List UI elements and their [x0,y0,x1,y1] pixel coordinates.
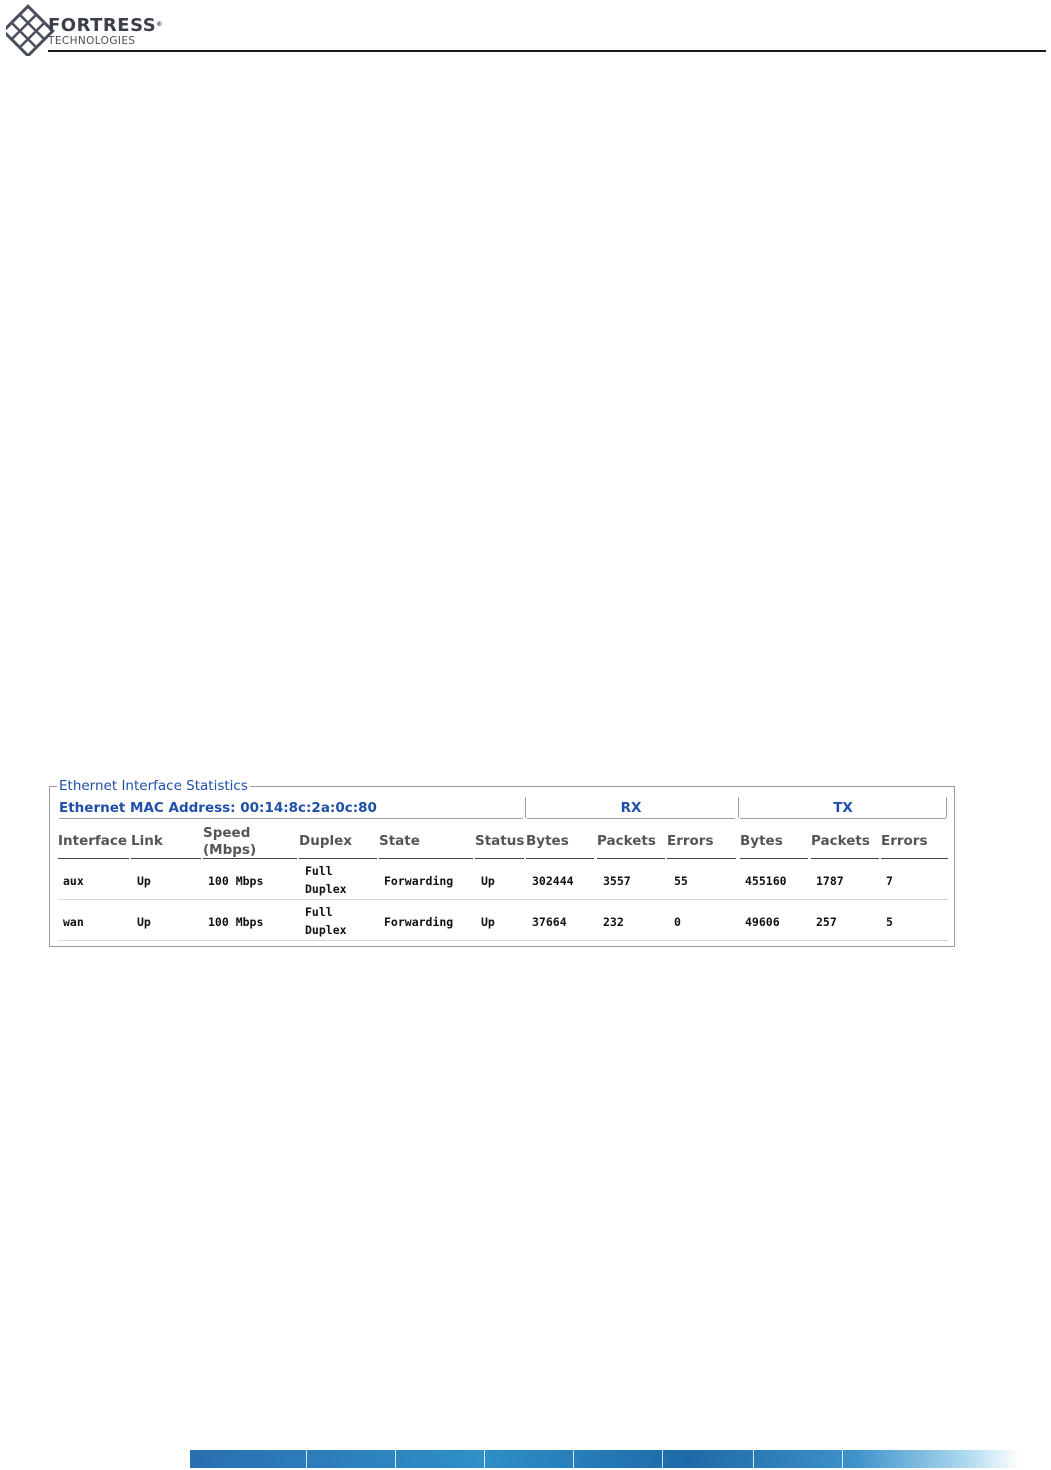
rx-underline [527,818,735,819]
cell-rx-bytes: 302444 [532,874,574,888]
tx-group-label: TX [833,800,853,816]
rx-group-label: RX [620,800,642,816]
col-header-status: Status [475,833,525,849]
footer-bar-tick [753,1450,754,1468]
footer-decorative-bar [190,1450,1020,1468]
col-header-rule [597,858,665,859]
group-separator [525,797,526,818]
col-header-rule [131,858,201,859]
cell-speed: 100 Mbps [208,874,264,888]
col-header-rx-bytes: Bytes [526,833,569,849]
mac-address-title: Ethernet MAC Address: 00:14:8c:2a:0c:80 [59,800,377,816]
col-header-rule [379,858,473,859]
footer-bar-tick [484,1450,485,1468]
cell-tx-packets: 1787 [816,874,844,888]
cell-rx-packets: 3557 [603,874,631,888]
row-divider [58,899,948,900]
cell-tx-errors: 5 [886,915,893,929]
cell-status: Up [481,915,495,929]
col-header-tx-packets: Packets [811,833,870,849]
col-header-tx-errors: Errors [881,833,928,849]
cell-state: Forwarding [384,915,454,929]
cell-rx-bytes: 37664 [532,915,567,929]
footer-bar-tick [662,1450,663,1468]
cell-tx-bytes: 455160 [745,874,787,888]
cell-rx-errors: 0 [674,915,681,929]
mac-underline [59,818,523,819]
group-separator [738,797,739,818]
cell-tx-packets: 257 [816,915,837,929]
cell-rx-errors: 55 [674,874,688,888]
tx-underline [740,818,946,819]
cell-interface: aux [63,874,84,888]
cell-rx-packets: 232 [603,915,624,929]
col-header-rule [203,858,297,859]
col-header-rule [299,858,377,859]
footer-bar-tick [306,1450,307,1468]
cell-state: Forwarding [384,874,454,888]
cell-link: Up [137,915,151,929]
col-header-rule [740,858,808,859]
col-header-rule [811,858,879,859]
cell-duplex: Full Duplex [305,905,347,937]
col-header-rx-errors: Errors [667,833,714,849]
cell-link: Up [137,874,151,888]
col-header-rule [667,858,736,859]
footer-bar-tick [842,1450,843,1468]
footer-bar-tick [573,1450,574,1468]
col-header-rule [475,858,524,859]
brand-subtitle: TECHNOLOGIES [48,35,136,47]
brand-name: FORTRESS® [48,15,163,36]
col-header-link: Link [131,833,163,849]
col-header-duplex: Duplex [299,833,352,849]
header-divider [48,50,1046,52]
panel-legend: Ethernet Interface Statistics [59,778,248,794]
col-header-interface: Interface [58,833,128,849]
col-header-rule [526,858,594,859]
footer-bar-tick [395,1450,396,1468]
cell-status: Up [481,874,495,888]
col-header-rule [58,858,129,859]
col-header-rule [881,858,948,859]
row-divider [58,940,948,941]
col-header-rx-packets: Packets [597,833,656,849]
col-header-state: State [379,833,420,849]
cell-tx-errors: 7 [886,874,893,888]
cell-duplex: Full Duplex [305,864,347,896]
cell-interface: wan [63,915,84,929]
cell-speed: 100 Mbps [208,915,264,929]
group-separator [946,797,947,818]
col-header-speed: Speed (Mbps) [203,825,257,858]
cell-tx-bytes: 49606 [745,915,780,929]
col-header-tx-bytes: Bytes [740,833,783,849]
